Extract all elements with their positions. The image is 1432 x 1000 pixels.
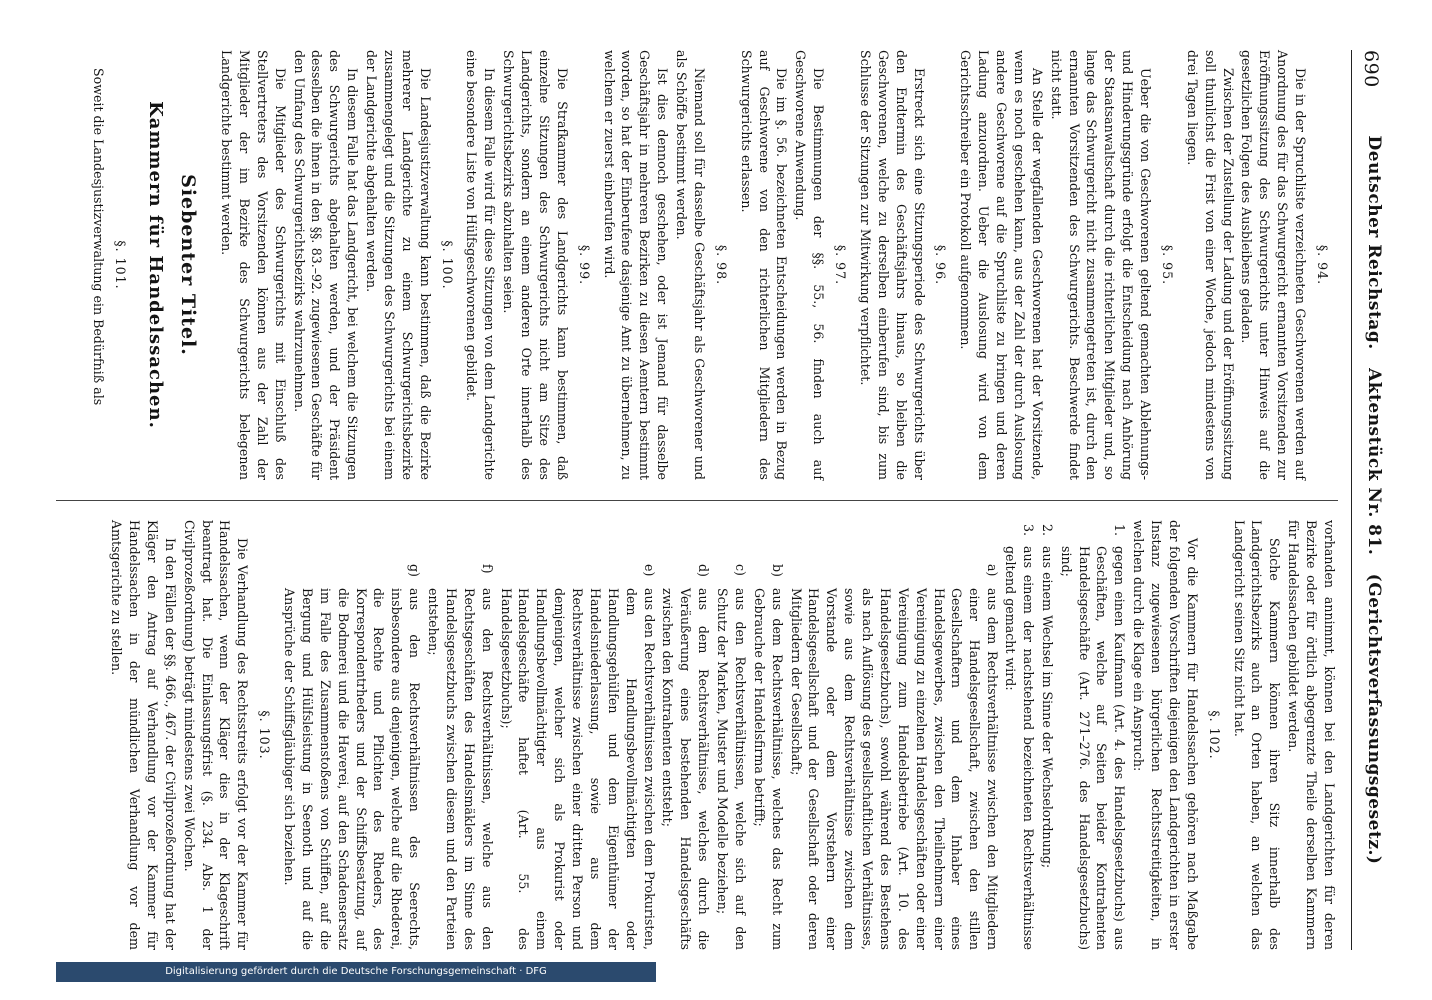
list-text: gegen einen Kaufmann (Art. 4. des Handelsgesetzbuchs) aus Geschäften, welche auf Seiten beider Kontrahenten Handelsgeschäfte (Art. 271–276. des Handelsgesetzbuchs) sind; xyxy=(1058,546,1128,950)
paragraph: Die in der Spruchliste verzeichneten Geschworenen werden auf Anordnung des für das Schwurgericht ernannten Vorsitzenden zur Eröffnungssitzung des Schwurgerichts unter Hinweis auf die gesetzlichen Folgen des Ausbleibens geladen. xyxy=(1239,50,1309,480)
section-heading: §. 96. xyxy=(933,244,949,286)
right-column xyxy=(46,520,1338,950)
list-text: aus einem Wechsel im Sinne der Wechselordnung; xyxy=(1039,546,1055,869)
paragraph: In diesem Falle wird für diese Sitzungen von dem Landgerichte eine besondere Liste von Hülfsgeschworenen gebildet. xyxy=(464,50,498,480)
paragraph: Niemand soll für dasselbe Geschäftsjahr als Geschworener und als Schöffe bestimmt werden. xyxy=(674,50,707,480)
paragraph: Zwischen der Zustellung der Ladung und der Eröffnungssitzung soll thunlichst die Frist von einer Woche, jedoch mindestens von drei Tagen liegen. xyxy=(1184,50,1236,480)
rotated-document-page xyxy=(36,20,1396,980)
list-letter: d) xyxy=(696,564,712,577)
list-item xyxy=(750,560,786,950)
running-title-left: Deutscher Reichstag. xyxy=(1364,135,1384,350)
paragraph: Vor die Kammern für Handelssachen gehören nach Maßgabe der folgenden Vorschriften diejenigen den Landgerichten in erster Instanz zugewiesenen bürgerlichen Rechtsstreitigkeiten, in welchen durch die Klage ein Anspruch: xyxy=(1131,520,1200,950)
section-heading: §. 97. xyxy=(833,244,849,286)
list-text: aus den Rechtsverhältnissen zwischen dem Prokuristen, dem Handlungsbevollmächtigten oder Handlungsgehülfen und dem Eigenthümer der Handelsniederlassung, sowie aus dem Rechtsverhältnisse zwischen einer dritten Person und demjenigen, welcher sich als Prokurist oder Handlungsbevollmächtigter aus einem Handelsgeschäfte haftet (Art. 55. des Handelsgesetzbuchs); xyxy=(498,588,657,950)
dfg-funding-text: Digitalisierung gefördert durch die Deutsche Forschungsgemeinschaft · DFG xyxy=(165,966,547,977)
list-item xyxy=(659,560,713,950)
chapter-title: Siebenter Titel. xyxy=(177,174,200,356)
paragraph: Ueber die von Geschworenen geltend gemachten Ablehnungs- und Hinderungsgründe erfolgt die Entscheidung nach Anhörung der Staatsanwaltschaft durch die richterlichen Mitglieder und, so lange das Schwurgericht nicht zusammengetreten ist, durch den ernannten Vorsitzenden des Schwurgerichts. Beschwerde findet nicht statt. xyxy=(1048,50,1154,480)
header-rule xyxy=(1351,50,1352,950)
list-text: aus dem Rechtsverhältnisse, welches das Recht zum Gebrauche der Handelsfirma betrifft; xyxy=(751,588,785,950)
section-heading: §. 103. xyxy=(257,710,273,760)
list-letter: a) xyxy=(985,564,1001,577)
paragraph: vorhanden annimmt, können bei den Landgerichten für deren Bezirke oder für örtlich abgegrenzte Theile derselben Kammern für Handelssachen gebildet werden. xyxy=(1286,520,1337,950)
paragraph: Die Mitglieder des Schwurgerichts mit Einschluß des Stellvertreters des Vorsitzenden können aus der Zahl der Mitglieder der im Bezirke des Schwurgerichts belegenen Landgerichte bestimmt werden. xyxy=(219,50,288,480)
list-item xyxy=(1057,520,1129,950)
list-item xyxy=(280,520,1037,950)
numbered-list xyxy=(280,520,1128,950)
running-title-center: Aktenstück Nr. 81. xyxy=(1364,368,1384,556)
dfg-funding-strip xyxy=(56,962,656,982)
paragraph: In diesem Falle hat das Landgericht, bei welchem die Sitzungen des Schwurgerichts abgehalten werden, und der Präsident desselben die ihnen in den §§. 83.–92. zugewiesenen Geschäfte für den Umfang des Schwurgerichtsbezirks wahrzunehmen. xyxy=(291,50,361,480)
list-letter: f) xyxy=(479,564,495,574)
list-item xyxy=(424,560,496,950)
paragraph: Solche Kammern können ihren Sitz innerhalb des Landgerichtsbezirks auch an Orten haben, an welchen das Landgericht seinen Sitz nicht hat. xyxy=(1231,520,1283,950)
list-letter: e) xyxy=(641,564,657,577)
list-number: 2. xyxy=(1039,524,1055,537)
section-heading: §. 95. xyxy=(1160,244,1175,286)
list-letter: g) xyxy=(407,564,423,577)
list-letter: c) xyxy=(733,564,748,576)
list-item xyxy=(497,560,658,950)
list-item xyxy=(1038,520,1056,950)
paragraph: Die Strafkammer des Landgerichts kann bestimmen, daß einzelne Sitzungen des Schwurgerichts nicht am Sitze des Landgerichts, sondern an einem anderen Orte innerhalb des Schwurgerichtsbezirks abzuhalten seien. xyxy=(501,50,570,480)
section-heading: §. 102. xyxy=(1206,710,1222,760)
section-heading: §. 100. xyxy=(439,240,455,290)
page-number: 690 xyxy=(1360,50,1382,88)
paragraph: Die Landesjustizverwaltung kann bestimmen, daß die Bezirke mehrerer Landgerichte zu einem Schwurgerichtsbezirke zusammengelegt und die Sitzungen des Schwurgerichts bei einem der Landgerichte abgehalten werden. xyxy=(364,50,433,480)
list-item xyxy=(280,560,423,950)
paragraph: Ist dies dennoch geschehen, oder ist Jemand für dasselbe Geschäftsjahr in mehreren Bezirken zu diesen Aemtern bestimmt worden, so hat der Einberufene dasjenige Amt zu übernehmen, zu welchem er zuerst einberufen wird. xyxy=(601,50,671,480)
section-heading: §. 98. xyxy=(713,244,729,286)
list-item xyxy=(787,560,1002,950)
list-text: aus den Rechtsverhältnissen, welche aus den Rechtsgeschäften des Handelsmäklers im Sinne des Handelsgesetzbuchs zwischen diesem und den Parteien entstehen; xyxy=(426,588,495,950)
running-title-right: (Gerichtsverfassungsgesetz.) xyxy=(1364,573,1384,865)
list-text: aus den Rechtsverhältnissen, welche sich auf den Schutz der Marken, Muster und Modelle beziehen; xyxy=(715,588,748,950)
section-heading: §. 101. xyxy=(112,240,128,290)
section-heading: §. 99. xyxy=(576,244,592,286)
paragraph: An Stelle der wegfallenden Geschworenen hat der Vorsitzende, wenn es noch geschehen kann, aus der Zahl der durch Auslosung andere Geschworene auf die Spruchliste zu bringen und deren Ladung anzuordnen. Ueber die Auslosung wird von dem Gerichtsschreiber ein Protokoll aufgenommen. xyxy=(958,50,1045,480)
paragraph: Erstreckt sich eine Sitzungsperiode des Schwurgerichts über den Endtermin des Geschäftsjahrs hinaus, so bleiben die Geschworenen, welche zu derselben einberufen sind, bis zum Schlusse der Sitzungen zur Mitwirkung verpflichtet. xyxy=(858,50,927,480)
paragraph: Die im §. 56. bezeichneten Entscheidungen werden in Bezug auf Geschworene von den richterlichen Mitgliedern des Schwurgerichts erlassen. xyxy=(738,50,790,480)
list-number: 1. xyxy=(1112,524,1128,537)
page-header xyxy=(1356,50,1388,950)
running-title xyxy=(1364,50,1384,950)
list-text: aus dem Rechtsverhältnisse, welches durch die Veräußerung eines bestehenden Handelsgeschäfts zwischen den Kontrahenten entsteht; xyxy=(660,588,712,950)
list-letter: b) xyxy=(769,564,785,577)
paragraph: Die Verhandlung des Rechtsstreits erfolgt vor der Kammer für Handelssachen, wenn der Kläger dies in der Klageschrift beantragt hat. Die Einlassungsfrist (§. 234. Abs. 1 der Civilprozeßordnung) beträgt mindestens zwei Wochen. xyxy=(181,520,251,950)
left-column xyxy=(46,50,1338,480)
paragraph: In den Fällen der §§. 466., 467. der Civilprozeßordnung hat der Kläger den Antrag auf Verhandlung vor der Kammer für Handelssachen in der mündlichen Verhandlung vor dem Amtsgerichte zu stellen. xyxy=(109,520,178,950)
list-number: 3. xyxy=(1021,524,1036,537)
paragraph: Die Bestimmungen der §§. 55., 56. finden auch auf Geschworene Anwendung. xyxy=(793,50,827,480)
paragraph: Soweit die Landesjustizverwaltung ein Bedürfniß als xyxy=(90,68,106,406)
list-text: aus einem der nachstehend bezeichneten Rechtsverhältnisse geltend gemacht wird: xyxy=(1003,546,1036,950)
list-text: aus den Rechtsverhältnissen des Seerechts, insbesondere aus denjenigen, welche auf die Rhederei, die Rechte und Pflichten des Rheders, des Korrespondentrheders und der Schiffsbesatzung, auf die Bodmerei und die Haverei, auf den Schadensersatz im Falle des Zusammenstoßens von Schiffen, auf die Bergung und Hülfsleistung in Seenoth und auf die Ansprüche der Schiffsgläubiger sich beziehen. xyxy=(282,588,423,950)
chapter-subtitle: Kammern für Handelssachen. xyxy=(145,101,167,429)
section-heading: §. 94. xyxy=(1315,244,1330,286)
list-item xyxy=(713,560,749,950)
column-divider xyxy=(56,500,1338,501)
list-text: aus dem Rechtsverhältnisse zwischen den Mitgliedern einer Handelsgesellschaft, zwischen den stillen Gesellschaftern und dem Inhaber eines Handelsgewerbes, zwischen den Theilnehmern einer Vereinigung zu einzelnen Handelsgeschäften oder einer Vereinigung zum Handelsbetriebe (Art. 10. des Handelsgesetzbuchs), sowohl während des Bestehens als nach Auflösung des gesellschaftlichen Verhältnisses, sowie aus dem Rechtsverhältnisse zwischen dem Vorstande oder dem Vorstehern einer Handelsgesellschaft und der Gesellschaft oder deren Mitgliedern der Gesellschaft; xyxy=(788,588,1001,950)
lettered-list xyxy=(280,546,1001,950)
